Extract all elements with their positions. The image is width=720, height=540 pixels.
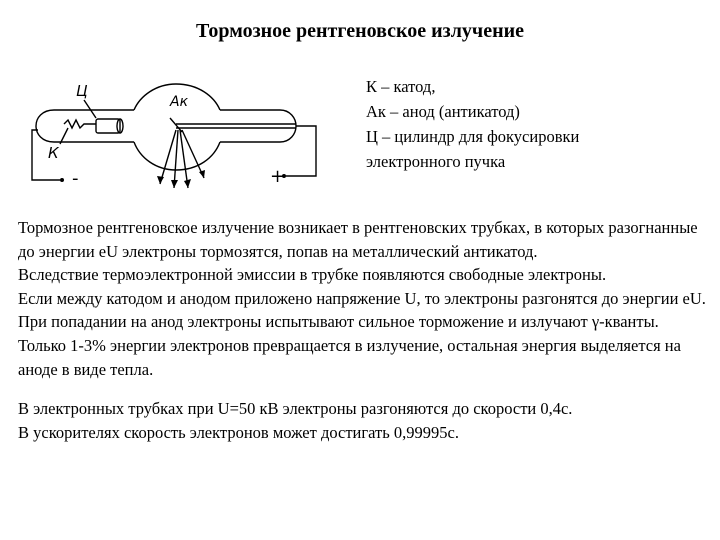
legend-item-cylinder-cont: электронного пучка (366, 152, 506, 171)
label-cathode: К (48, 144, 59, 162)
legend-item-cathode: К – катод, (366, 77, 436, 96)
paragraph: Тормозное рентгеновское излучение возникает в рентгеновских трубках, в которых разогнанные до энергии eU электроны тормозятся, попав на металлический антикатод. (18, 218, 698, 261)
x-ray-arrow (160, 130, 176, 184)
paragraph: Только 1-3% энергии электронов превращается в излучение, остальная энергия выделяется на аноде в виде тепла. (18, 335, 681, 379)
x-ray-arrow (174, 130, 178, 188)
paragraph: Вследствие термоэлектронной эмиссии в трубке появляются свободные электроны. (18, 265, 607, 285)
legend-item-anode: Ак – анод (антикатод) (366, 102, 520, 121)
x-ray-tube-diagram (24, 72, 334, 202)
page-title: Тормозное рентгеновское излучение (195, 20, 525, 42)
x-ray-arrow (180, 130, 188, 188)
anode-rod (176, 124, 296, 128)
anode-wire (286, 126, 316, 176)
tube-right-neck (220, 110, 296, 142)
minus-sign: - (72, 168, 79, 189)
label-cylinder: Ц (76, 82, 88, 100)
legend-item-cylinder: Ц – цилиндр для фокусировки (366, 127, 580, 146)
main-text (18, 216, 708, 444)
paragraph: Если между катодом и анодом приложено напряжение U, то электроны разгонятся до энергии eU. При попадании на анод электроны испытывают сильное торможение и излучают γ-кванты. (18, 288, 706, 332)
cathode-filament (64, 120, 96, 128)
paragraph-bottom: В ускорителях скорость электронов может достигать 0,99995c. (18, 422, 459, 442)
paragraph-bottom: В электронных трубках при U=50 кВ электроны разгоняются до скорости 0,4c. (18, 399, 573, 419)
plus-sign: + (270, 166, 286, 187)
label-anode: Ак (170, 94, 189, 110)
legend (366, 74, 579, 174)
